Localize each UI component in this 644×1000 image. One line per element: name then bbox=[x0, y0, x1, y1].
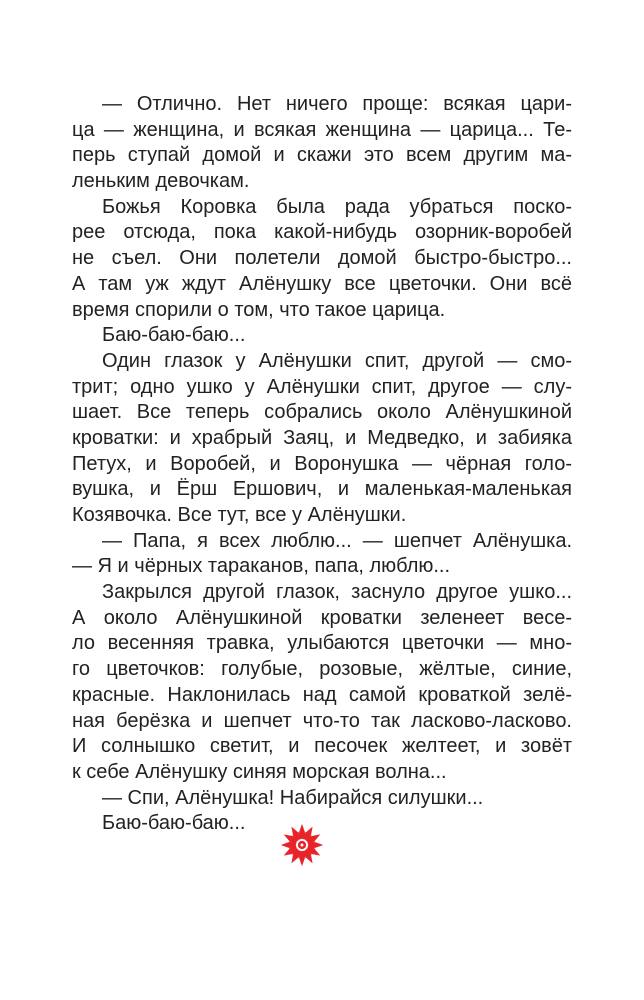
text-line: ца — женщина, и всякая женщина — царица... Те- bbox=[72, 118, 572, 141]
text-line: трит; одно ушко у Алёнушки спит, другое — слу- bbox=[72, 375, 572, 398]
red-flower-ornament-icon bbox=[279, 822, 325, 868]
text-line: леньким девочкам. bbox=[72, 170, 250, 193]
text-line: не съел. Они полетели домой быстро-быстро... bbox=[72, 247, 572, 270]
text-line: к себе Алёнушку синяя морская волна... bbox=[72, 760, 447, 783]
text-line: А там уж ждут Алёнушку все цветочки. Они всё bbox=[72, 272, 572, 295]
text-line: ная берёзка и шепчет что-то так ласково-ласково. bbox=[72, 709, 572, 732]
text-line: Закрылся другой глазок, заснуло другое ушко... bbox=[102, 581, 572, 604]
text-line: кроватки: и храбрый Заяц, и Медведко, и забияка bbox=[72, 426, 572, 449]
text-line: Божья Коровка была рада убраться поско- bbox=[102, 195, 572, 218]
text-line: красные. Наклонилась над самой кроваткой зелё- bbox=[72, 683, 572, 706]
text-line: Баю-баю-баю... bbox=[102, 812, 246, 835]
text-line: Петух, и Воробей, и Воронушка — чёрная голо- bbox=[72, 452, 572, 475]
text-line: — Папа, я всех люблю... — шепчет Алёнушка. bbox=[102, 529, 572, 552]
text-line: го цветочков: голубые, розовые, жёлтые, синие, bbox=[72, 658, 572, 681]
text-line: ло весенняя травка, улыбаются цветочки — мно- bbox=[72, 632, 572, 655]
text-line: Баю-баю-баю... bbox=[102, 324, 246, 347]
text-line: перь ступай домой и скажи это всем другим ма- bbox=[72, 144, 572, 167]
text-line: Козявочка. Все тут, все у Алёнушки. bbox=[72, 504, 407, 526]
text-line: — Я и чёрных тараканов, папа, люблю... bbox=[72, 555, 451, 578]
text-line: И солнышко светит, и песочек желтеет, и зовёт bbox=[72, 735, 572, 758]
text-line: — Отлично. Нет ничего проще: всякая цари- bbox=[102, 93, 572, 115]
text-line: — Спи, Алёнушка! Набирайся силушки... bbox=[102, 786, 484, 809]
text-line: А около Алёнушкиной кроватки зеленеет весе- bbox=[72, 606, 572, 629]
text-line: вушка, и Ёрш Ершович, и маленькая-маленькая bbox=[72, 478, 572, 501]
text-line: рее отсюда, пока какой-нибудь озорник-воробей bbox=[72, 221, 572, 244]
story-text bbox=[72, 92, 572, 837]
text-line: шает. Все теперь собрались около Алёнушкиной bbox=[72, 401, 572, 424]
text-line: Один глазок у Алёнушки спит, другой — смо- bbox=[102, 349, 572, 372]
text-line: время спорили о том, что такое царица. bbox=[72, 298, 446, 321]
